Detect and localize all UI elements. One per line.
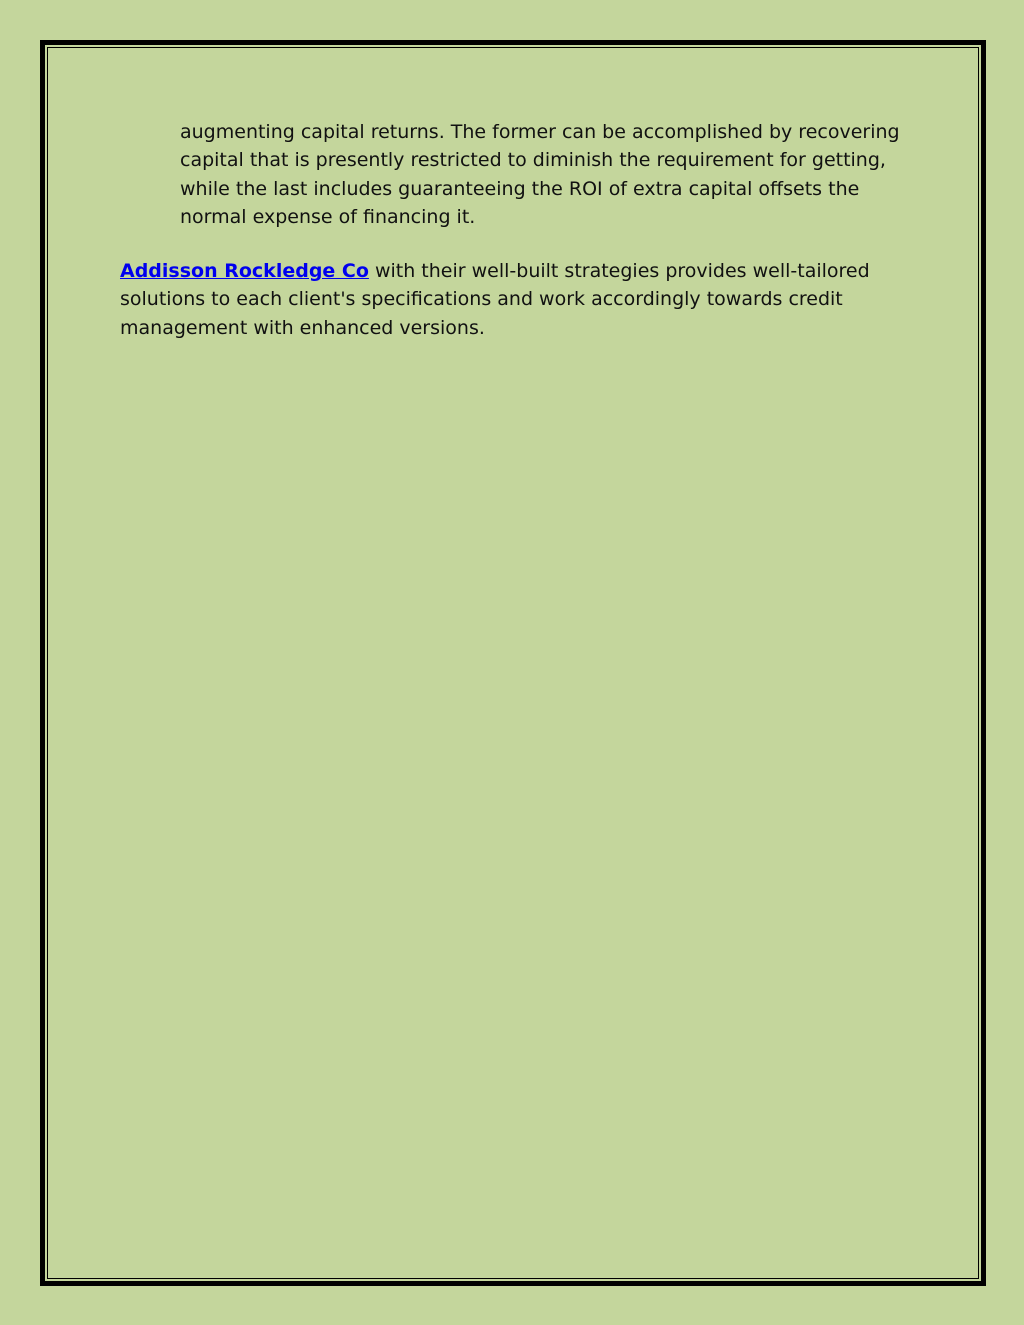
- company-paragraph: [120, 257, 910, 342]
- company-paragraph-text: with their well-built strategies provides well-tailored solutions to each client's specifications and work accordingly towards credit management with enhanced versions.: [120, 260, 870, 339]
- indented-paragraph: augmenting capital returns. The former can be accomplished by recovering capital that is presently restricted to diminish the requirement for getting, while the last includes guaranteeing the ROI of extra capital offsets the normal expense of financing it.: [180, 121, 900, 228]
- document-body: [120, 118, 920, 342]
- company-link[interactable]: Addisson Rockledge Co: [120, 260, 369, 283]
